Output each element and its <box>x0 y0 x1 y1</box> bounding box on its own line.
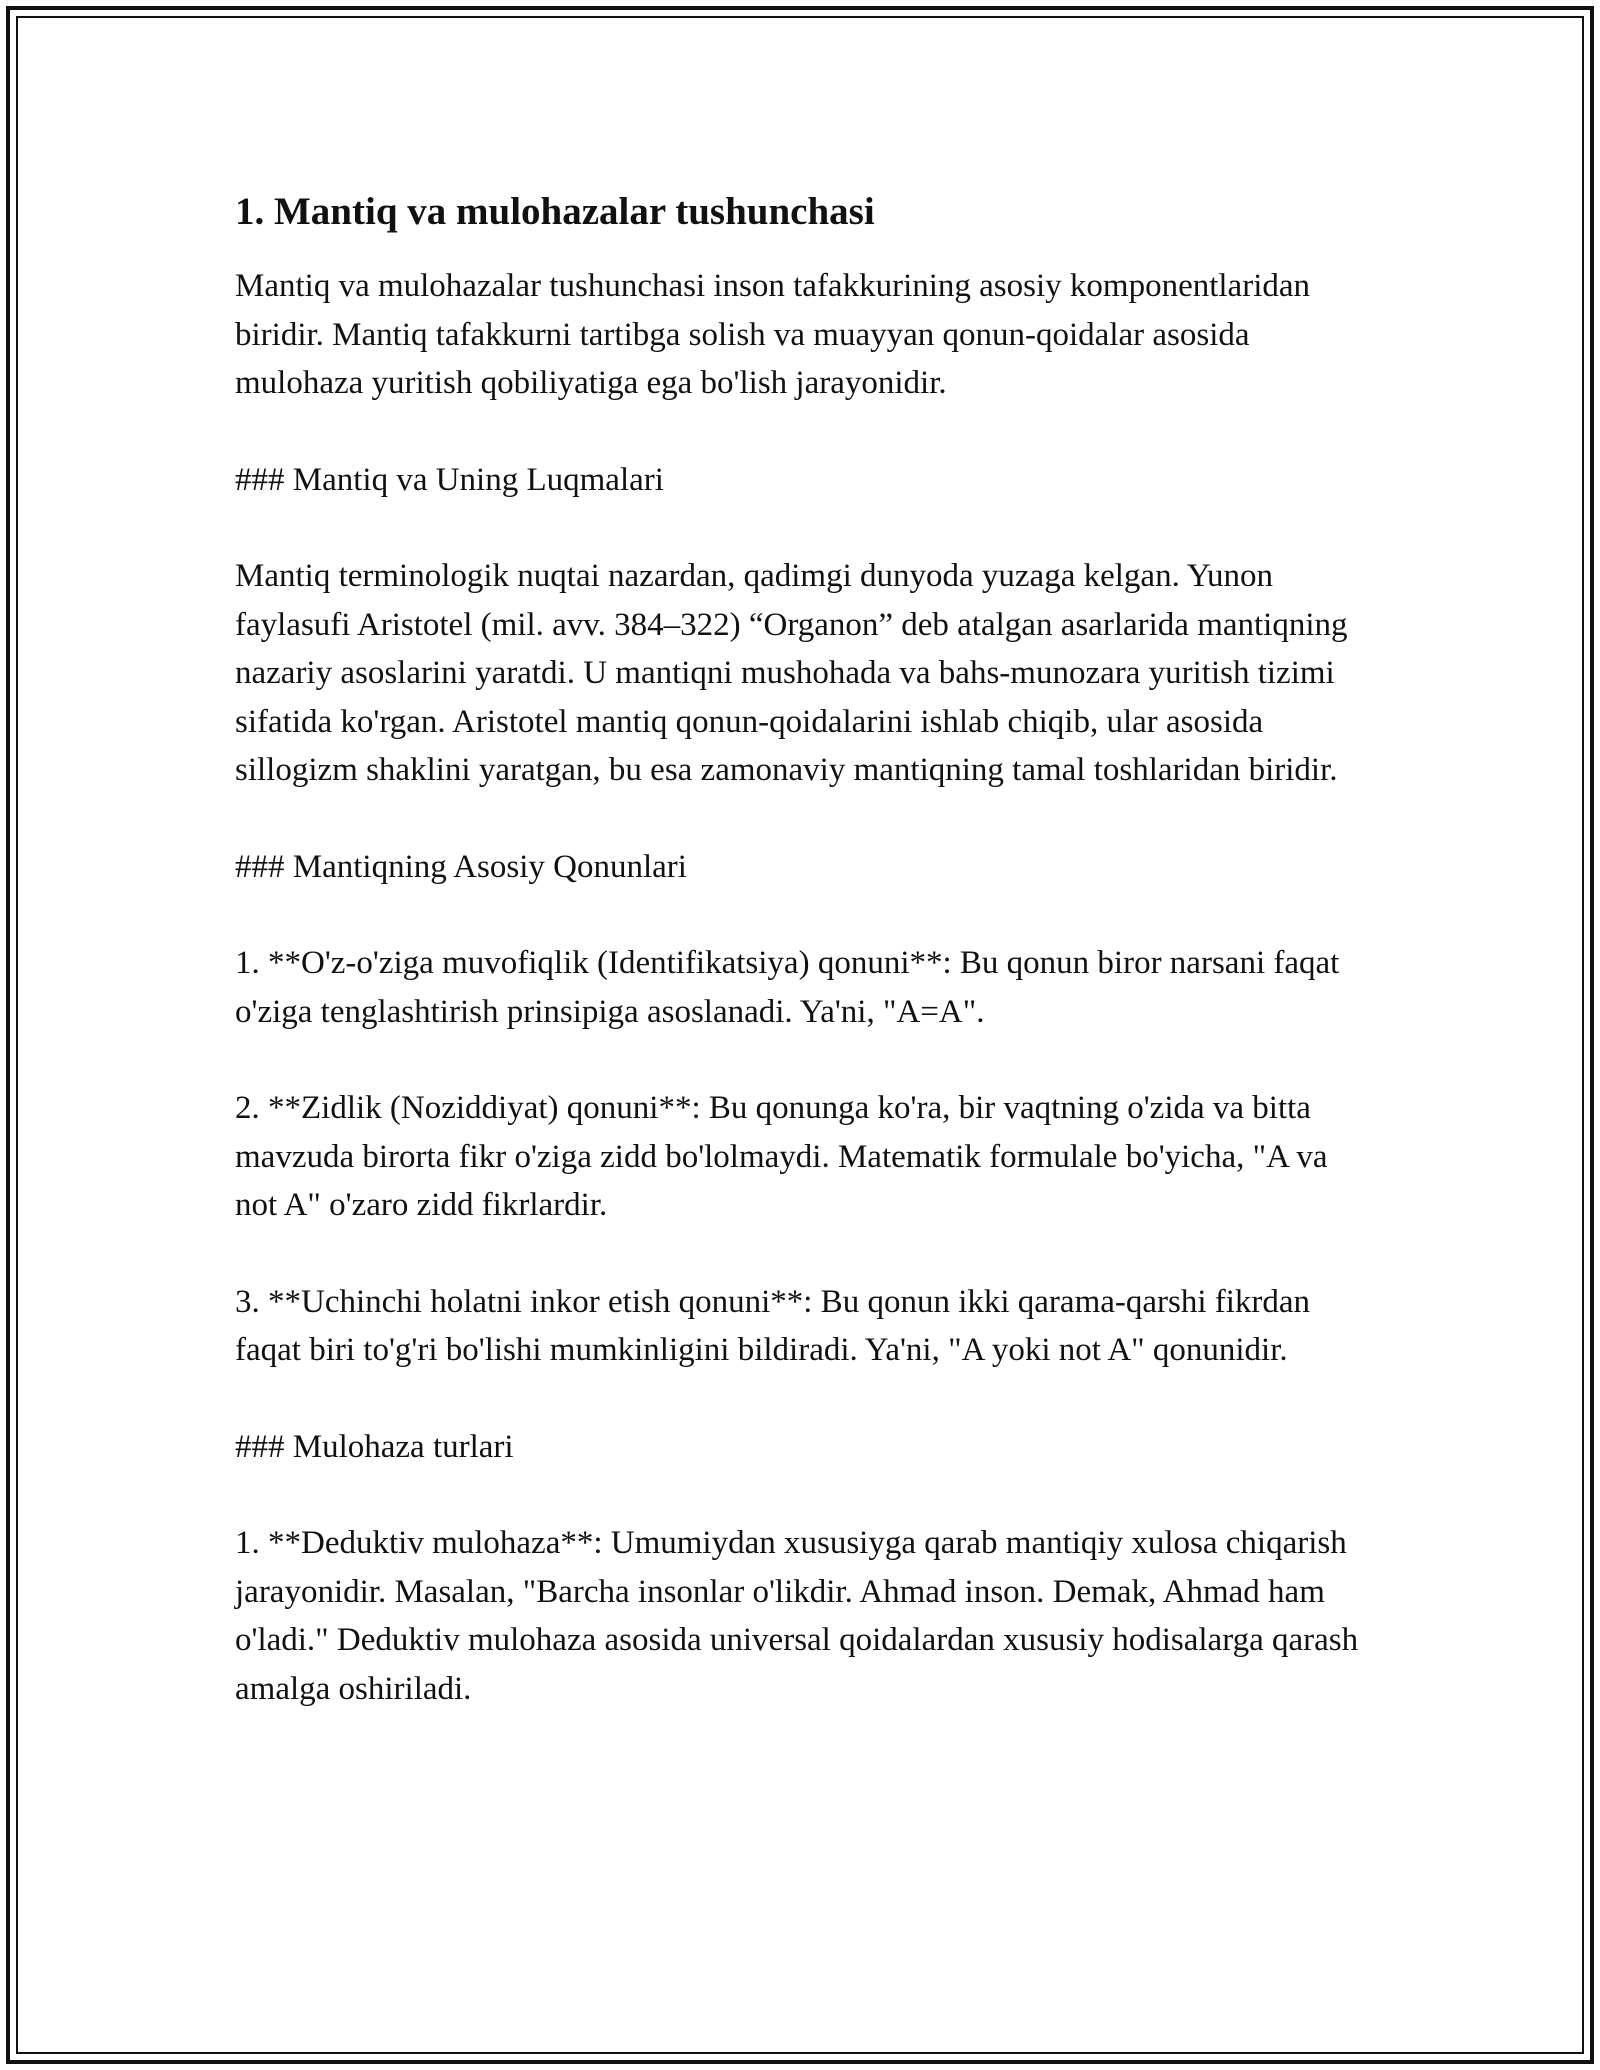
law-identity-paragraph: 1. **O'z-o'ziga muvofiqlik (Identifikatsiya) qonuni**: Bu qonun biror narsani faqat o'ziga tenglashtirish prinsipiga asoslanadi. Ya'ni, "A=A". <box>235 945 1340 1030</box>
document-title: 1. Mantiq va mulohazalar tushunchasi <box>235 190 875 233</box>
intro-paragraph: Mantiq va mulohazalar tushunchasi inson tafakkurining asosiy komponentlaridan biridir. Mantiq tafakkurni tartibga solish va muayyan qonun-qoidalar asosida mulohaza yuritish qobiliyatiga ega bo'lish jarayonidir. <box>235 268 1311 401</box>
section-heading-luqmalar: ### Mantiq va Uning Luqmalari <box>235 461 664 498</box>
history-paragraph: Mantiq terminologik nuqtai nazardan, qadimgi dunyoda yuzaga kelgan. Yunon faylasufi Aristotel (mil. avv. 384–322) “Organon” deb atalgan asarlarida mantiqning nazariy asoslarini yaratdi. U mantiqni mushohada va bahs-munozara yuritish tizimi sifatida ko'rgan. Aristotel mantiq qonun-qoidalarini ishlab chiqib, ular asosida sillogizm shaklini yaratgan, bu esa zamonaviy mantiqning tamal toshlaridan biridir. <box>235 558 1348 788</box>
document-body <box>235 186 1370 1713</box>
section-heading-turlari: ### Mulohaza turlari <box>235 1428 514 1465</box>
deductive-reasoning-paragraph: 1. **Deduktiv mulohaza**: Umumiydan xususiyga qarab mantiqiy xulosa chiqarish jarayonidir. Masalan, "Barcha insonlar o'likdir. Ahmad inson. Demak, Ahmad ham o'ladi." Deduktiv mulohaza asosida universal qoidalardan xususiy hodisalarga qarash amalga oshiriladi. <box>235 1525 1359 1707</box>
law-contradiction-paragraph: 2. **Zidlik (Noziddiyat) qonuni**: Bu qonunga ko'ra, bir vaqtning o'zida va bitta mavzuda birorta fikr o'ziga zidd bo'lolmaydi. Matematik formulale bo'yicha, "A va not A" o'zaro zidd fikrlardir. <box>235 1090 1328 1223</box>
section-heading-qonunlar: ### Mantiqning Asosiy Qonunlari <box>235 848 687 885</box>
law-excluded-middle-paragraph: 3. **Uchinchi holatni inkor etish qonuni**: Bu qonun ikki qarama-qarshi fikrdan faqat biri to'g'ri bo'lishi mumkinligini bildiradi. Ya'ni, "A yoki not A" qonunidir. <box>235 1283 1311 1368</box>
